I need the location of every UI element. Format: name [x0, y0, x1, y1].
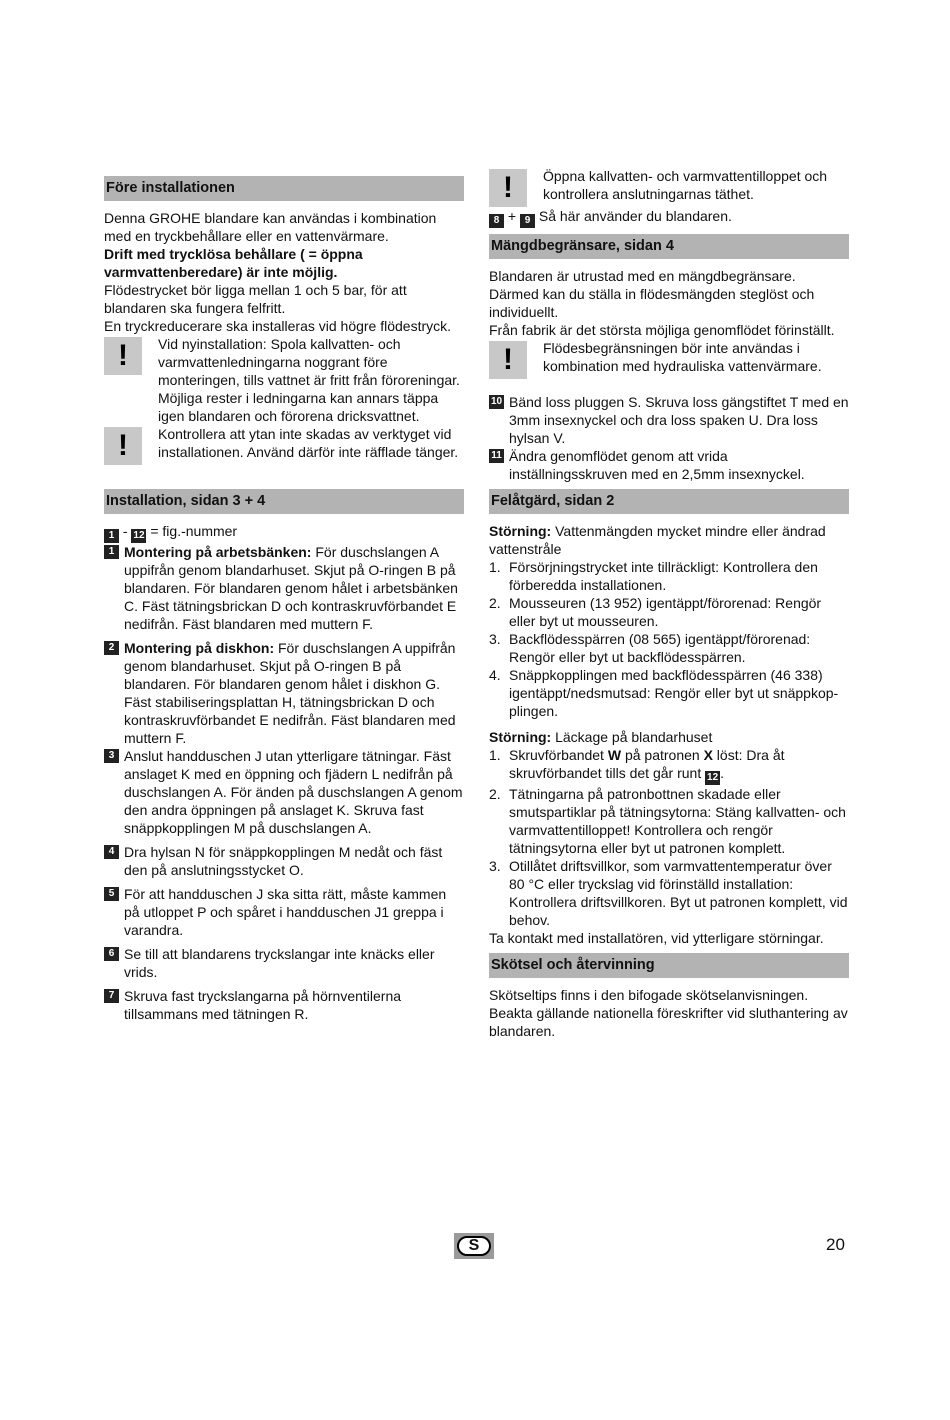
section-heading-mangdbegransare: Mängdbegränsare, sidan 4 — [489, 234, 849, 259]
warning-text-tools: Kontrollera att ytan inte skadas av verktyget vid installationen. Använd därför inte räfflade tänger. — [158, 426, 459, 460]
warning-block-limiter — [489, 339, 849, 379]
bold-notice: Drift med trycklösa behållare ( = öppna varmvattenberedare) är inte möjlig. — [104, 246, 363, 280]
usage-line: 8 + 9 Så här använder du blandaren. — [489, 207, 849, 228]
contact-paragraph: Ta kontakt med installatören, vid ytterligare störningar. — [489, 930, 824, 946]
list-item: 4. Snäppkopplingen med backflödesspärren (46 338) igentäppt/nedsmutsad: Rengör eller byt ut snäppkop-plingen. — [489, 667, 839, 719]
factory-paragraph: Från fabrik är det största möjliga genomflödet förinställt. — [489, 322, 835, 338]
list-item: 2. Tätningarna på patronbottnen skadade eller smutspartiklar på tätningsytorna: Stäng kallvatten- och varmvattentilloppet! Kontrollera och rengör tätningsytorna eller byt ut patronen komplett. — [489, 786, 846, 856]
care-paragraph: Skötseltips finns i den bifogade skötselanvisningen. Beakta gällande nationella föreskrifter vid sluthantering av blandaren. — [489, 987, 848, 1039]
warning-block-flush — [104, 335, 464, 425]
list-item: 2. Mousseuren (13 952) igentäppt/förorenad: Rengör eller byt ut mousseuren. — [489, 595, 822, 629]
warning-text-open-supply: Öppna kallvatten- och varmvattentilloppet och kontrollera anslutningarnas täthet. — [543, 168, 828, 202]
install-step: 3 Anslut handduschen J utan ytterligare tätningar. Fäst anslaget K med en öppning och fjädern L nedifrån på duschslangen A. För änden på duschslangen A genom den andra öppningen på anslaget K. Skruva fast snäppkopplingen M på duschslangen A. — [104, 747, 464, 837]
install-step: 1 Montering på arbetsbänken: För duschslangen A uppifrån genom blandarhuset. Skjut på O-ringen B på blandaren. För blandaren genom hålet i arbetsbänken C. Fäst tätningsbrickan D och kontraskruvförbandet E nedifrån. Fäst blandaren med muttern F. — [104, 543, 464, 633]
install-step: 7 Skruva fast tryckslangarna på hörnventilerna tillsammans med tätningen R. — [104, 987, 464, 1023]
limiter-paragraph: Blandaren är utrustad med en mängdbegränsare. Därmed kan du ställa in flödesmängden steglöst och individuellt. — [489, 268, 815, 320]
fault-1-title: Störning: Vattenmängden mycket mindre eller ändrad vattenstråle — [489, 523, 826, 557]
install-step: 4 Dra hylsan N för snäppkopplingen M nedåt och fäst den på anslutningsstycket O. — [104, 843, 464, 879]
reducer-paragraph: En tryckreducerare ska installeras vid högre flödestryck. — [104, 318, 452, 334]
fault-1-list — [489, 558, 849, 720]
list-item: 1. Försörjningstrycket inte tillräckligt: Kontrollera den förberedda installationen. — [489, 559, 818, 593]
page-number: 20 — [826, 1235, 845, 1254]
warning-block-open-supply — [489, 167, 849, 207]
section-heading-felatgard: Felåtgärd, sidan 2 — [489, 489, 849, 514]
warning-block-tools — [104, 425, 464, 465]
warning-icon: ! — [104, 337, 142, 375]
section-heading-fore-installation: Före installationen — [104, 176, 464, 201]
warning-text-flush: Vid nyinstallation: Spola kallvatten- och varmvattenledningarna noggrant före monteringen, tills vattnet är fritt från föroreningar. Möjliga rester i ledningarna kan annars täppa igen blandaren och förorena dricksvattnet. — [158, 336, 460, 424]
language-badge-label: S — [457, 1236, 491, 1256]
fault-2-title: Störning: Läckage på blandarhuset — [489, 729, 713, 745]
fig-number-legend: 1 - 12 = fig.-nummer — [104, 522, 464, 543]
install-step: 6 Se till att blandarens tryckslangar inte knäcks eller vrids. — [104, 945, 464, 981]
section-heading-installation: Installation, sidan 3 + 4 — [104, 489, 464, 514]
fault-2-list — [489, 746, 849, 929]
right-column — [489, 167, 849, 1040]
limiter-step: 11 Ändra genomflödet genom att vrida inställningsskruven med en 2,5mm insexnyckel. — [489, 447, 849, 483]
list-item: 3. Backflödesspärren (08 565) igentäppt/förorenad: Rengör eller byt ut backflödesspärren. — [489, 631, 811, 665]
left-column — [104, 176, 464, 1023]
warning-icon: ! — [489, 341, 527, 379]
pressure-paragraph: Flödestrycket bör ligga mellan 1 och 5 bar, för att blandaren ska fungera felfritt. — [104, 282, 407, 316]
warning-text-limiter: Flödesbegränsningen bör inte användas i kombination med hydrauliska vattenvärmare. — [543, 340, 822, 374]
limiter-step: 10 Bänd loss pluggen S. Skruva loss gängstiftet T med en 3mm insexnyckel och dra loss spaken U. Dra loss hylsan V. — [490, 394, 849, 446]
intro-paragraph: Denna GROHE blandare kan användas i kombination med en tryckbehållare eller en vattenvärmare. — [104, 210, 437, 244]
warning-icon: ! — [489, 169, 527, 207]
install-step: 2 Montering på diskhon: För duschslangen A uppifrån genom blandarhuset. Skjut på O-ringen B på blandaren. För blandaren genom hålet i diskhon G. Fäst stabiliseringsplattan H, tätningsbrickan D och kontraskruvförbandet E nedifrån. Fäst blandaren med muttern F. — [104, 639, 464, 747]
list-item: 3. Otillåtet driftsvillkor, som varmvattentemperatur över 80 °C eller tryckslag vid förinställd installation: Kontrollera driftsvillkoren. Byt ut patronen komplett, vid behov. — [489, 858, 848, 928]
install-step: 5 För att handduschen J ska sitta rätt, måste kammen på utloppet P och spåret i handduschen J1 greppa i varandra. — [104, 885, 464, 939]
list-item: 1. Skruvförbandet W på patronen X löst: Dra åt skruvförbandet tills det går runt 12 . — [489, 747, 785, 783]
section-heading-skotsel: Skötsel och återvinning — [489, 953, 849, 978]
language-badge — [454, 1233, 494, 1259]
warning-icon: ! — [104, 427, 142, 465]
